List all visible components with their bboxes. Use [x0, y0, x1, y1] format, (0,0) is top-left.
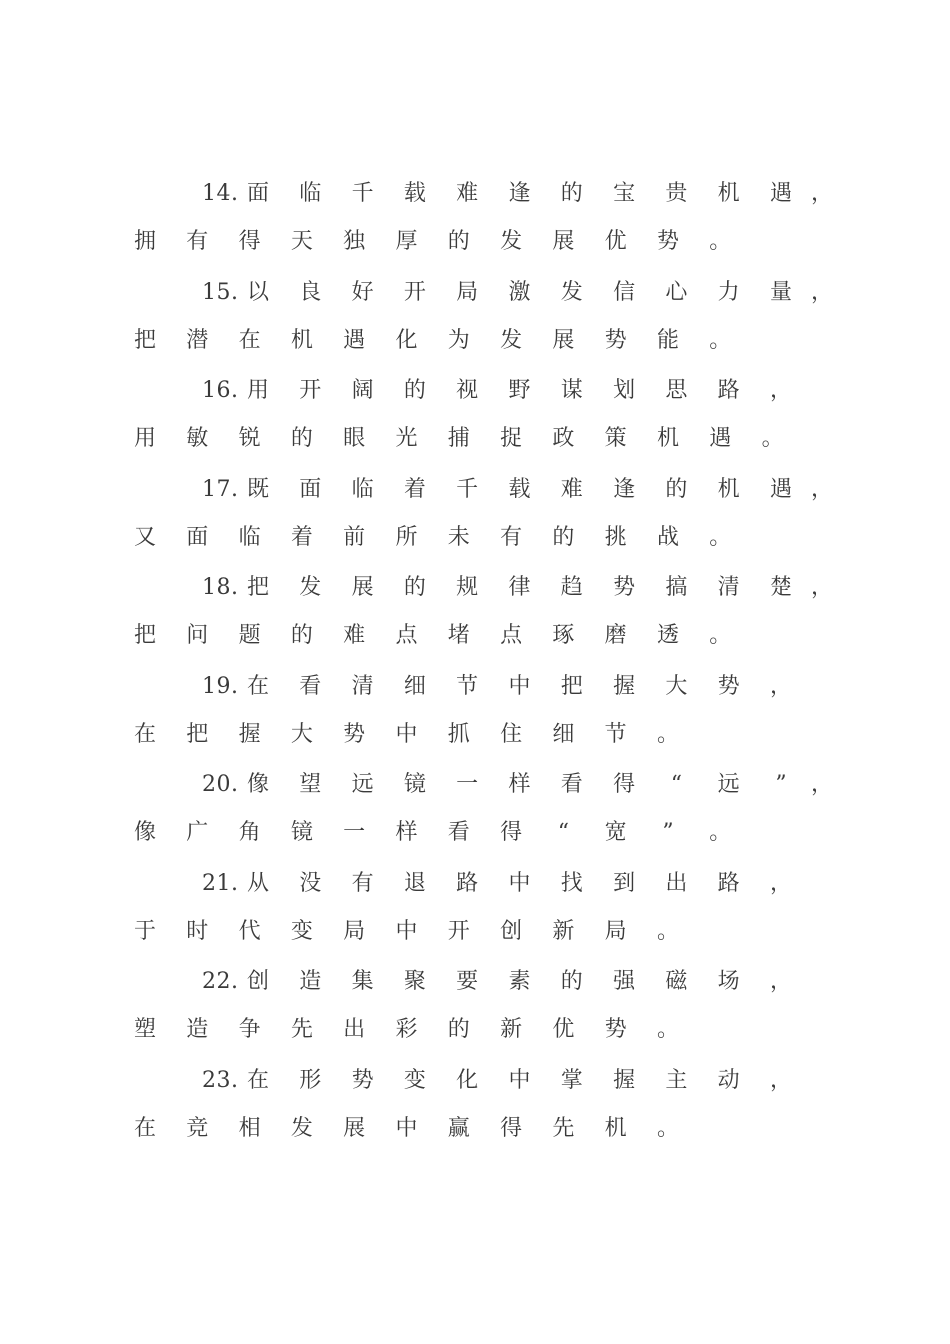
- item-text-char: 于: [133, 918, 156, 944]
- item-second-line: [0, 817, 950, 849]
- item-number: 14.: [202, 181, 239, 206]
- item-text-char: “: [670, 772, 683, 797]
- item-number: 15.: [202, 279, 239, 305]
- item-text-char: 得: [500, 1115, 523, 1141]
- item-text-char: 阔: [351, 378, 374, 403]
- item-second-line: [0, 1014, 950, 1046]
- item-text-char: 敏: [186, 426, 209, 451]
- item-text-char: 得: [500, 820, 523, 845]
- item-text-char: 局: [343, 918, 366, 944]
- item-text-char: 优: [552, 1017, 575, 1042]
- item-text-char: ，: [810, 772, 833, 797]
- item-text-char: 展: [552, 229, 575, 254]
- list-item: [0, 868, 950, 964]
- item-text-char: 开: [447, 918, 470, 944]
- item-text-char: ，: [810, 575, 833, 600]
- item-text-char: 面: [246, 181, 269, 206]
- item-text-char: 远: [351, 772, 374, 797]
- item-text-char: 势: [604, 1017, 627, 1042]
- item-text-char: 。: [709, 229, 732, 254]
- item-text-char: 素: [508, 969, 531, 994]
- list-item: [0, 572, 950, 668]
- item-text-char: 有: [351, 870, 374, 896]
- item-first-line: [0, 1065, 950, 1097]
- item-first-line: [0, 178, 950, 210]
- item-text-char: 载: [403, 181, 426, 206]
- item-text-char: 的: [447, 1017, 470, 1042]
- item-text-char: ，: [810, 476, 833, 502]
- list-item: [0, 277, 950, 373]
- item-number: 18.: [202, 575, 239, 600]
- item-text-char: 新: [500, 1017, 523, 1042]
- item-text-char: 透: [656, 623, 679, 648]
- item-text-char: 角: [238, 820, 261, 845]
- list-item: [0, 671, 950, 767]
- item-text-char: 的: [552, 524, 575, 550]
- item-text-char: 良: [299, 279, 322, 305]
- item-first-line: [0, 572, 950, 604]
- item-text-char: 场: [717, 969, 740, 994]
- item-text-char: 思: [665, 378, 688, 403]
- item-text-char: 广: [186, 820, 209, 845]
- item-text-char: 点: [395, 623, 418, 648]
- item-text-char: 局: [456, 279, 479, 305]
- item-text-char: 发: [500, 229, 523, 254]
- item-text-char: 遇: [343, 327, 366, 353]
- item-text-char: 在: [246, 673, 269, 699]
- item-text-char: 中: [395, 1115, 418, 1141]
- item-text-char: ”: [775, 772, 787, 797]
- item-text-char: 创: [500, 918, 523, 944]
- item-text-char: 机: [604, 1115, 627, 1141]
- item-number: 17.: [202, 476, 239, 502]
- item-text-char: ，: [769, 673, 792, 699]
- item-text-char: 磁: [665, 969, 688, 994]
- item-text-char: 中: [395, 918, 418, 944]
- item-number: 22.: [202, 969, 239, 994]
- item-text-char: 宝: [613, 181, 636, 206]
- item-text-char: 律: [508, 575, 531, 600]
- item-text-char: 有: [186, 229, 209, 254]
- item-text-char: 变: [290, 918, 313, 944]
- item-text-char: 搞: [665, 575, 688, 600]
- item-text-char: 到: [613, 870, 636, 896]
- item-text-char: 创: [246, 969, 269, 994]
- item-text-char: 遇: [709, 426, 732, 451]
- item-text-char: 着: [403, 476, 426, 502]
- item-text-char: 像: [246, 772, 269, 797]
- item-text-char: 赢: [447, 1115, 470, 1141]
- item-text-char: 在: [246, 1067, 269, 1093]
- item-first-line: [0, 277, 950, 309]
- item-text-char: 优: [604, 229, 627, 254]
- item-text-char: 找: [560, 870, 583, 896]
- item-text-char: 开: [299, 378, 322, 403]
- item-text-char: 千: [456, 476, 479, 502]
- item-text-char: 变: [403, 1067, 426, 1093]
- item-text-char: 贵: [665, 181, 688, 206]
- item-text-char: 势: [604, 327, 627, 353]
- item-text-char: 发: [299, 575, 322, 600]
- item-text-char: 楚: [769, 575, 792, 600]
- item-text-char: 临: [299, 181, 322, 206]
- item-text-char: 看: [447, 820, 470, 845]
- item-text-char: 在: [133, 1115, 156, 1141]
- item-text-char: 展: [552, 327, 575, 353]
- item-text-char: 宽: [604, 820, 627, 845]
- item-text-char: 化: [456, 1067, 479, 1093]
- item-text-char: 问: [186, 623, 209, 648]
- item-text-char: 造: [299, 969, 322, 994]
- item-text-char: 样: [395, 820, 418, 845]
- item-text-char: 潜: [186, 327, 209, 353]
- item-text-char: 的: [665, 476, 688, 502]
- item-text-char: 锐: [238, 426, 261, 451]
- item-text-char: 发: [560, 279, 583, 305]
- list-item: [0, 474, 950, 570]
- item-text-char: 难: [343, 623, 366, 648]
- item-text-char: 野: [508, 378, 531, 403]
- item-text-char: 的: [560, 969, 583, 994]
- item-text-char: 厚: [395, 229, 418, 254]
- item-text-char: “: [557, 820, 570, 845]
- item-text-char: 代: [238, 918, 261, 944]
- item-text-char: 好: [351, 279, 374, 305]
- item-text-char: 遇: [769, 476, 792, 502]
- item-text-char: 面: [299, 476, 322, 502]
- item-text-char: 竞: [186, 1115, 209, 1141]
- item-text-char: 。: [656, 721, 679, 747]
- item-text-char: 得: [238, 229, 261, 254]
- item-text-char: 心: [665, 279, 688, 305]
- item-text-char: 大: [290, 721, 313, 747]
- item-number: 21.: [202, 870, 239, 896]
- item-second-line: [0, 226, 950, 258]
- item-text-char: 遇: [769, 181, 792, 206]
- item-text-char: 趋: [560, 575, 583, 600]
- item-text-char: 。: [656, 1115, 679, 1141]
- item-text-char: 又: [133, 524, 156, 550]
- item-text-char: 信: [613, 279, 636, 305]
- item-text-char: 远: [717, 772, 740, 797]
- item-text-char: 强: [613, 969, 636, 994]
- item-text-char: 以: [246, 279, 269, 305]
- item-text-char: 眼: [343, 426, 366, 451]
- item-text-char: 能: [656, 327, 679, 353]
- item-text-char: 。: [656, 918, 679, 944]
- item-text-char: 从: [246, 870, 269, 896]
- item-text-char: 既: [246, 476, 269, 502]
- list-item: [0, 966, 950, 1062]
- item-text-char: 大: [665, 673, 688, 699]
- item-text-char: 磨: [604, 623, 627, 648]
- item-text-char: 镜: [290, 820, 313, 845]
- item-text-char: 所: [395, 524, 418, 550]
- item-text-char: 前: [343, 524, 366, 550]
- item-text-char: 聚: [403, 969, 426, 994]
- item-text-char: 题: [238, 623, 261, 648]
- item-first-line: [0, 671, 950, 703]
- item-text-char: 把: [133, 327, 156, 353]
- item-text-char: 细: [552, 721, 575, 747]
- item-text-char: 争: [238, 1017, 261, 1042]
- item-text-char: 。: [709, 524, 732, 550]
- item-text-char: 中: [508, 870, 531, 896]
- item-text-char: 独: [343, 229, 366, 254]
- item-number: 20.: [202, 772, 239, 797]
- item-text-char: 路: [717, 870, 740, 896]
- item-text-char: 难: [456, 181, 479, 206]
- item-text-char: 主: [665, 1067, 688, 1093]
- item-text-char: 的: [447, 229, 470, 254]
- item-text-char: ，: [769, 870, 792, 896]
- item-first-line: [0, 375, 950, 407]
- item-text-char: 千: [351, 181, 374, 206]
- item-second-line: [0, 423, 950, 455]
- item-text-char: 展: [343, 1115, 366, 1141]
- item-text-char: 展: [351, 575, 374, 600]
- item-text-char: 先: [290, 1017, 313, 1042]
- item-text-char: 住: [500, 721, 523, 747]
- list-item: [0, 1065, 950, 1161]
- item-text-char: 看: [299, 673, 322, 699]
- item-text-char: 。: [761, 426, 784, 451]
- item-text-char: 镜: [403, 772, 426, 797]
- item-text-char: 塑: [133, 1017, 156, 1042]
- item-text-char: 把: [133, 623, 156, 648]
- item-text-char: 量: [769, 279, 792, 305]
- item-second-line: [0, 719, 950, 751]
- item-text-char: 面: [186, 524, 209, 550]
- item-text-char: 天: [290, 229, 313, 254]
- list-item: [0, 178, 950, 274]
- item-text-char: 抓: [447, 721, 470, 747]
- item-text-char: 节: [604, 721, 627, 747]
- item-first-line: [0, 868, 950, 900]
- item-text-char: 琢: [552, 623, 575, 648]
- item-text-char: 的: [290, 426, 313, 451]
- item-text-char: 出: [665, 870, 688, 896]
- item-second-line: [0, 325, 950, 357]
- item-text-char: 划: [613, 378, 636, 403]
- item-text-char: 为: [447, 327, 470, 353]
- item-text-char: 用: [246, 378, 269, 403]
- item-text-char: 发: [290, 1115, 313, 1141]
- item-second-line: [0, 1113, 950, 1145]
- item-text-char: 机: [656, 426, 679, 451]
- item-text-char: 战: [656, 524, 679, 550]
- item-text-char: 相: [238, 1115, 261, 1141]
- item-text-char: 未: [447, 524, 470, 550]
- item-text-char: 势: [351, 1067, 374, 1093]
- item-text-char: 规: [456, 575, 479, 600]
- item-text-char: 点: [500, 623, 523, 648]
- item-text-char: 着: [290, 524, 313, 550]
- item-number: 23.: [202, 1067, 239, 1093]
- item-first-line: [0, 966, 950, 998]
- item-text-char: 要: [456, 969, 479, 994]
- item-text-char: 样: [508, 772, 531, 797]
- item-text-char: 势: [656, 229, 679, 254]
- item-text-char: 策: [604, 426, 627, 451]
- item-text-char: 一: [343, 820, 366, 845]
- item-text-char: 捕: [447, 426, 470, 451]
- item-number: 16.: [202, 378, 239, 403]
- item-text-char: 开: [403, 279, 426, 305]
- item-text-char: 机: [717, 181, 740, 206]
- item-text-char: 清: [351, 673, 374, 699]
- item-text-char: 得: [613, 772, 636, 797]
- item-text-char: 势: [343, 721, 366, 747]
- item-text-char: 彩: [395, 1017, 418, 1042]
- item-text-char: 。: [709, 623, 732, 648]
- item-text-char: 退: [403, 870, 426, 896]
- item-text-char: 的: [290, 623, 313, 648]
- item-text-char: 望: [299, 772, 322, 797]
- item-text-char: 逢: [508, 181, 531, 206]
- item-text-char: 堵: [447, 623, 470, 648]
- item-text-char: 势: [717, 673, 740, 699]
- item-text-char: 的: [403, 378, 426, 403]
- item-text-char: 力: [717, 279, 740, 305]
- item-text-char: 逢: [613, 476, 636, 502]
- item-text-char: 一: [456, 772, 479, 797]
- item-text-char: 用: [133, 426, 156, 451]
- item-text-char: 把: [560, 673, 583, 699]
- item-text-char: 集: [351, 969, 374, 994]
- item-first-line: [0, 474, 950, 506]
- item-text-char: 的: [403, 575, 426, 600]
- item-text-char: 势: [613, 575, 636, 600]
- item-text-char: 先: [552, 1115, 575, 1141]
- item-text-char: 临: [351, 476, 374, 502]
- item-text-char: ，: [810, 279, 833, 305]
- item-number: 19.: [202, 673, 239, 699]
- item-text-char: 政: [552, 426, 575, 451]
- item-text-char: ，: [769, 1067, 792, 1093]
- item-text-char: 。: [709, 820, 732, 845]
- item-second-line: [0, 522, 950, 554]
- item-text-char: 化: [395, 327, 418, 353]
- item-text-char: 的: [560, 181, 583, 206]
- item-text-char: 节: [456, 673, 479, 699]
- item-text-char: 中: [508, 1067, 531, 1093]
- item-text-char: 发: [500, 327, 523, 353]
- item-text-char: 握: [613, 673, 636, 699]
- item-text-char: 临: [238, 524, 261, 550]
- item-text-char: 握: [613, 1067, 636, 1093]
- item-second-line: [0, 620, 950, 652]
- item-first-line: [0, 769, 950, 801]
- item-text-char: 时: [186, 918, 209, 944]
- item-text-char: ，: [769, 969, 792, 994]
- item-text-char: 挑: [604, 524, 627, 550]
- item-text-char: ”: [662, 820, 674, 845]
- item-text-char: 在: [238, 327, 261, 353]
- item-text-char: 中: [395, 721, 418, 747]
- item-text-char: 捉: [500, 426, 523, 451]
- item-text-char: 视: [456, 378, 479, 403]
- item-text-char: 清: [717, 575, 740, 600]
- item-text-char: 有: [500, 524, 523, 550]
- list-item: [0, 375, 950, 471]
- item-text-char: 激: [508, 279, 531, 305]
- item-text-char: 把: [186, 721, 209, 747]
- item-text-char: 在: [133, 721, 156, 747]
- item-text-char: 光: [395, 426, 418, 451]
- list-item: [0, 769, 950, 865]
- item-text-char: 机: [290, 327, 313, 353]
- item-text-char: ，: [769, 378, 792, 403]
- item-text-char: 拥: [133, 229, 156, 254]
- item-text-char: 新: [552, 918, 575, 944]
- item-text-char: 造: [186, 1017, 209, 1042]
- item-text-char: 载: [508, 476, 531, 502]
- item-text-char: 动: [717, 1067, 740, 1093]
- item-text-char: 细: [403, 673, 426, 699]
- item-text-char: 谋: [560, 378, 583, 403]
- item-text-char: 握: [238, 721, 261, 747]
- item-text-char: 中: [508, 673, 531, 699]
- item-text-char: ，: [810, 181, 833, 206]
- item-text-char: 难: [560, 476, 583, 502]
- item-text-char: 路: [456, 870, 479, 896]
- item-text-char: 路: [717, 378, 740, 403]
- item-text-char: 形: [299, 1067, 322, 1093]
- item-text-char: 把: [246, 575, 269, 600]
- item-text-char: 。: [709, 327, 732, 353]
- item-text-char: 像: [133, 820, 156, 845]
- item-text-char: 局: [604, 918, 627, 944]
- item-text-char: 。: [656, 1017, 679, 1042]
- item-second-line: [0, 916, 950, 948]
- item-text-char: 看: [560, 772, 583, 797]
- item-text-char: 没: [299, 870, 322, 896]
- item-text-char: 出: [343, 1017, 366, 1042]
- item-text-char: 机: [717, 476, 740, 502]
- item-text-char: 掌: [560, 1067, 583, 1093]
